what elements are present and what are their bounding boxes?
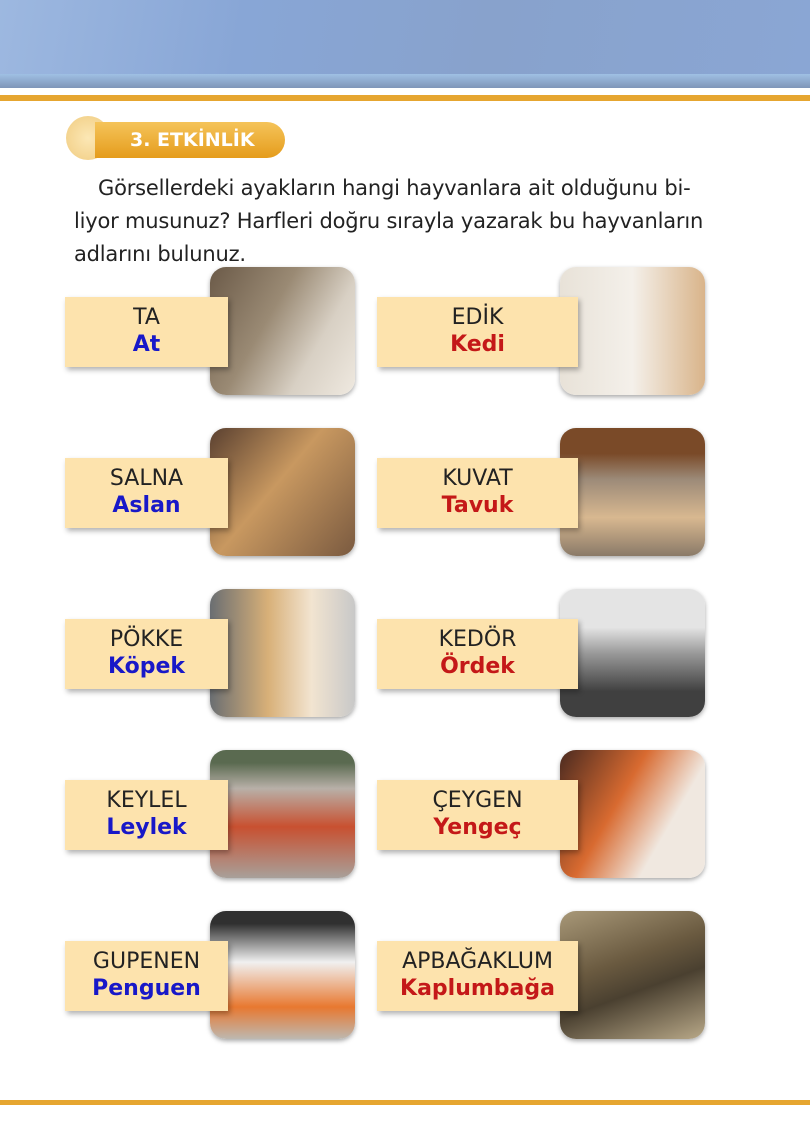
answer-word: Kaplumbağa: [400, 976, 555, 1001]
animal-card-duck: [377, 589, 677, 719]
animal-card-cat: [377, 267, 677, 397]
word-box: [65, 458, 228, 528]
scrambled-word: KEDÖR: [438, 627, 517, 652]
crab-foot-photo: [560, 750, 705, 878]
activity-title: 3. ETKİNLİK: [95, 122, 285, 158]
animal-card-crab: [377, 750, 677, 880]
divider-bottom: [0, 1100, 810, 1105]
dog-foot-photo: [210, 589, 355, 717]
animal-card-stork: [65, 750, 365, 880]
animal-card-dog: [65, 589, 365, 719]
scrambled-word: SALNA: [109, 466, 184, 491]
answer-word: At: [132, 332, 161, 357]
lion-foot-photo: [210, 428, 355, 556]
scrambled-word: EDİK: [451, 305, 504, 330]
scrambled-word: PÖKKE: [109, 627, 184, 652]
instructions: Görsellerdeki ayakların hangi hayvanlara ait olduğunu bi-liyor musunuz? Harfleri doğru sırayla yazarak bu hayvanların adlarını bulunuz.: [74, 176, 704, 266]
word-box: [65, 780, 228, 850]
scrambled-word: GUPENEN: [92, 949, 201, 974]
divider-top: [0, 95, 810, 101]
penguin-foot-photo: [210, 911, 355, 1039]
answer-word: Aslan: [112, 493, 181, 518]
word-box: [377, 780, 578, 850]
answer-word: Ördek: [440, 654, 515, 679]
word-box: [377, 619, 578, 689]
turtle-foot-photo: [560, 911, 705, 1039]
scrambled-word: KEYLEL: [106, 788, 187, 813]
animal-card-horse: [65, 267, 365, 397]
answer-word: Tavuk: [441, 493, 514, 518]
answer-word: Leylek: [106, 815, 187, 840]
scrambled-word: ÇEYGEN: [432, 788, 523, 813]
stork-foot-photo: [210, 750, 355, 878]
duck-foot-photo: [560, 589, 705, 717]
animal-card-turtle: [377, 911, 677, 1041]
word-box: [65, 619, 228, 689]
scrambled-word: APBAĞAKLUM: [402, 949, 553, 974]
word-box: [377, 297, 578, 367]
answer-word: Köpek: [107, 654, 186, 679]
word-box: [377, 458, 578, 528]
animal-card-lion: [65, 428, 365, 558]
animal-card-chicken: [377, 428, 677, 558]
cat-foot-photo: [560, 267, 705, 395]
chicken-foot-photo: [560, 428, 705, 556]
header-banner: [0, 0, 810, 88]
word-box: [377, 941, 578, 1011]
answer-word: Yengeç: [433, 815, 522, 840]
scrambled-word: KUVAT: [442, 466, 513, 491]
word-box: [65, 941, 228, 1011]
scrambled-word: TA: [133, 305, 160, 330]
animal-card-penguin: [65, 911, 365, 1041]
word-box: [65, 297, 228, 367]
answer-word: Penguen: [92, 976, 201, 1001]
answer-word: Kedi: [450, 332, 505, 357]
horse-foot-photo: [210, 267, 355, 395]
